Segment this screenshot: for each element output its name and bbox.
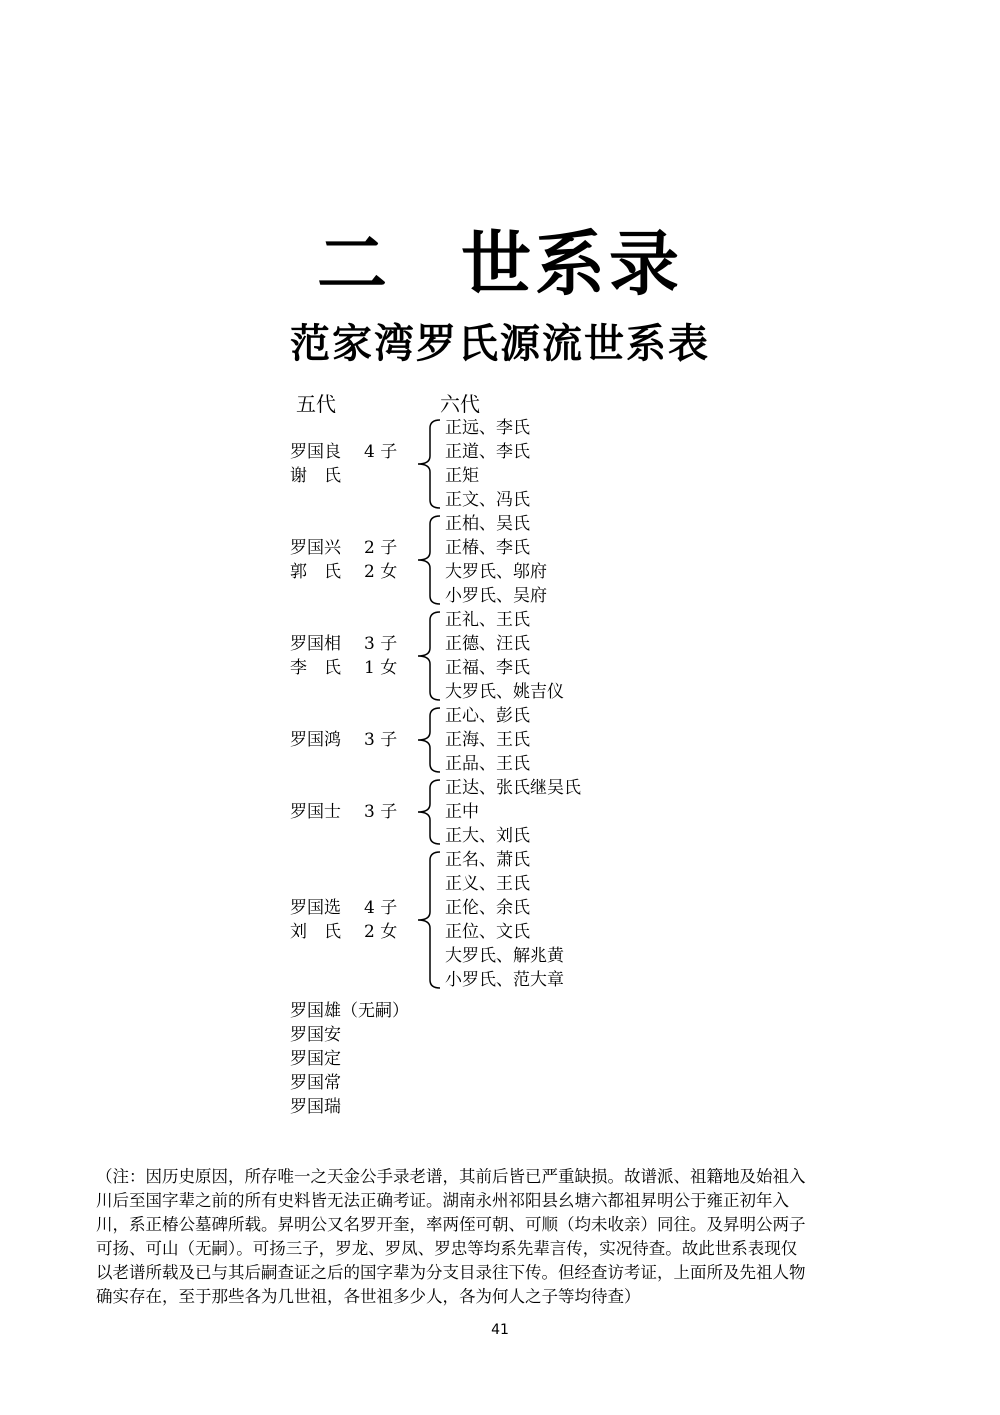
footnote-line: 确实存在，至于那些各为几世祖，各世祖多少人，各为何人之子等均待查）: [96, 1287, 641, 1306]
brace-path: [418, 612, 440, 700]
daughters-count: 2 女: [364, 562, 398, 582]
other-member: 罗国雄（无嗣）: [290, 1001, 409, 1021]
child-entry: 正福、李氏: [445, 658, 530, 678]
child-entry: 正德、汪氏: [445, 634, 530, 654]
page-number: 41: [491, 1322, 509, 1338]
child-entry: 正心、彭氏: [445, 706, 530, 726]
child-entry: 正远、李氏: [445, 418, 530, 438]
brace-icon: [414, 776, 442, 848]
other-member: 罗国常: [290, 1073, 341, 1093]
sons-count: 3 子: [364, 730, 398, 750]
child-entry: 正伦、余氏: [445, 898, 530, 918]
sons-count: 4 子: [364, 442, 398, 462]
child-entry: 正矩: [445, 466, 479, 486]
child-entry: 正大、刘氏: [445, 826, 530, 846]
spouse-name: 郭 氏: [290, 562, 341, 582]
brace-icon: [414, 608, 442, 704]
child-entry: 正海、王氏: [445, 730, 530, 750]
sons-count: 4 子: [364, 898, 398, 918]
subtitle: 范家湾罗氏源流世系表: [290, 321, 710, 367]
child-entry: 正椿、李氏: [445, 538, 530, 558]
brace-path: [418, 420, 440, 508]
footnote: [96, 1165, 896, 1309]
sons-count: 2 子: [364, 538, 398, 558]
child-entry: 正道、李氏: [445, 442, 530, 462]
brace-path: [418, 852, 440, 988]
brace-path: [418, 516, 440, 604]
child-entry: 正名、萧氏: [445, 850, 530, 870]
child-entry: 正柏、吴氏: [445, 514, 530, 534]
brace-icon: [414, 704, 442, 776]
footnote-line: 以老谱所载及已与其后嗣查证之后的国字辈为分支目录往下传。但经查访考证，上面所及先祖人物: [96, 1263, 806, 1282]
parent-name: 罗国士: [290, 802, 341, 822]
child-entry: 大罗氏、姚吉仪: [445, 682, 564, 702]
child-entry: 小罗氏、吴府: [445, 586, 547, 606]
header-gen5: 五代: [296, 392, 336, 416]
header-gen6: 六代: [440, 392, 480, 416]
title-part-1: 二: [317, 223, 391, 305]
spouse-name: 刘 氏: [290, 922, 341, 942]
brace-path: [418, 708, 440, 772]
parent-name: 罗国良: [290, 442, 341, 462]
spouse-name: 谢 氏: [290, 466, 341, 486]
brace-path: [418, 780, 440, 844]
child-entry: 正达、张氏继吴氏: [445, 778, 581, 798]
child-entry: 正中: [445, 802, 479, 822]
brace-icon: [414, 848, 442, 992]
parent-name: 罗国兴: [290, 538, 341, 558]
other-member: 罗国安: [290, 1025, 341, 1045]
title-part-2: 世系录: [461, 223, 683, 305]
other-member: 罗国瑞: [290, 1097, 341, 1117]
sons-count: 3 子: [364, 634, 398, 654]
sons-count: 3 子: [364, 802, 398, 822]
main-title: [0, 208, 1000, 309]
child-entry: 大罗氏、邬府: [445, 562, 547, 582]
spouse-name: 李 氏: [290, 658, 341, 678]
footnote-line: 川，系正椿公墓碑所载。昇明公又名罗开奎，率两侄可朝、可顺（均未收亲）同往。及昇明公两子: [96, 1215, 806, 1234]
child-entry: 正品、王氏: [445, 754, 530, 774]
brace-icon: [414, 416, 442, 512]
parent-name: 罗国选: [290, 898, 341, 918]
parent-name: 罗国鸿: [290, 730, 341, 750]
child-entry: 正义、王氏: [445, 874, 530, 894]
daughters-count: 2 女: [364, 922, 398, 942]
footnote-line: 川后至国字辈之前的所有史料皆无法正确考证。湖南永州祁阳县幺塘六都祖昇明公于雍正初年入: [96, 1191, 789, 1210]
parent-name: 罗国相: [290, 634, 341, 654]
footnote-line: （注：因历史原因，所存唯一之天金公手录老谱，其前后皆已严重缺损。故谱派、祖籍地及始祖入: [96, 1167, 806, 1186]
footnote-line: 可扬、可山（无嗣）。可扬三子，罗龙、罗凤、罗忠等均系先辈言传，实况待查。故此世系表现仅: [96, 1239, 798, 1258]
child-entry: 正文、冯氏: [445, 490, 530, 510]
child-entry: 正礼、王氏: [445, 610, 530, 630]
child-entry: 正位、文氏: [445, 922, 530, 942]
daughters-count: 1 女: [364, 658, 398, 678]
child-entry: 大罗氏、解兆黄: [445, 946, 564, 966]
child-entry: 小罗氏、范大章: [445, 970, 564, 990]
brace-icon: [414, 512, 442, 608]
other-member: 罗国定: [290, 1049, 341, 1069]
